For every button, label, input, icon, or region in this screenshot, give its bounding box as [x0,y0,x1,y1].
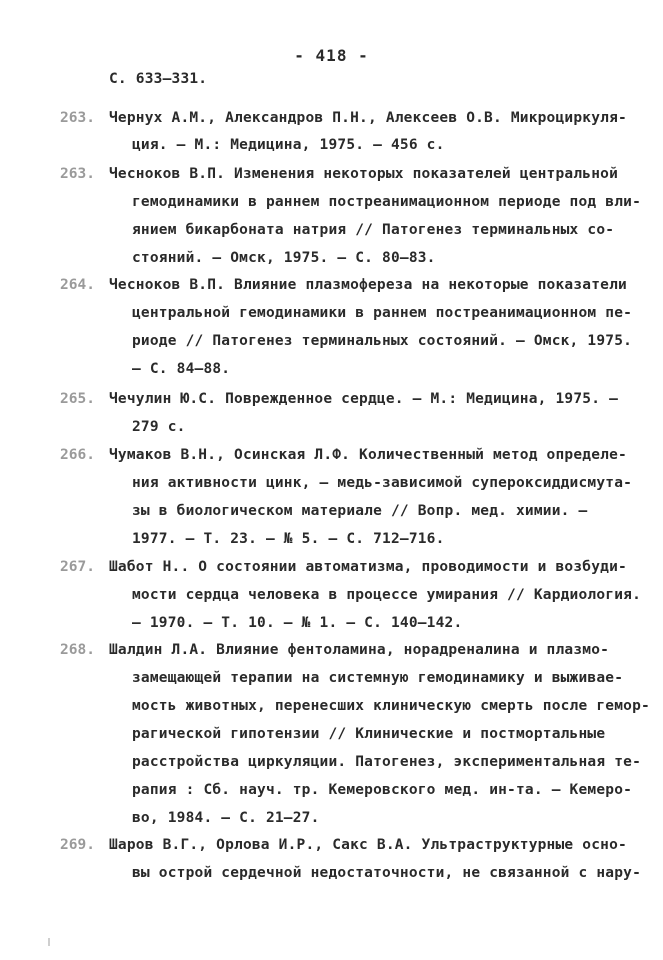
entry-line: С. 633–331. [109,71,208,87]
entry-line: ния активности цинк, – медь-зависимой супероксиддисмута- [132,475,633,491]
entry-line: – С. 84–88. [132,361,231,377]
entry-number: 264. [60,277,95,293]
entry-line: мости сердца человека в процессе умирания // Кардиология. [132,587,641,603]
entry-line: расстройства циркуляции. Патогенез, экспериментальная те- [132,754,641,770]
entry-line: стояний. – Омск, 1975. – С. 80–83. [132,250,436,266]
entry-number: 269. [60,837,95,853]
entry-line: гемодинамики в раннем постреанимационном периоде под вли- [132,194,641,210]
entry-line: 1977. – Т. 23. – № 5. – С. 712–716. [132,531,445,547]
entry-line: рапия : Сб. науч. тр. Кемеровского мед. ин-та. – Кемеро- [132,782,633,798]
entry-line: Чесноков В.П. Изменения некоторых показателей центральной [109,166,618,182]
entry-line: центральной гемодинамики в раннем постреанимационном пе- [132,305,633,321]
page-number: - 418 - [294,46,369,65]
entry-line: зы в биологическом материале // Вопр. мед. химии. – [132,503,588,519]
entry-line: Шаров В.Г., Орлова И.Р., Сакс В.А. Ультраструктурные осно- [109,837,627,853]
entry-number: 267. [60,559,95,575]
entry-number: 263. [60,166,95,182]
entry-line: во, 1984. – С. 21–27. [132,810,320,826]
entry-line: вы острой сердечной недостаточности, не связанной с нару- [132,865,641,881]
entry-number: 266. [60,447,95,463]
scan-mark [48,938,50,946]
entry-number: 268. [60,642,95,658]
entry-line: Чечулин Ю.С. Поврежденное сердце. – М.: Медицина, 1975. – [109,391,618,407]
entry-line: 279 с. [132,419,186,435]
entry-line: Чесноков В.П. Влияние плазмофереза на некоторые показатели [109,277,627,293]
entry-line: Чумаков В.Н., Осинская Л.Ф. Количественный метод определе- [109,447,627,463]
entry-number: 265. [60,391,95,407]
entry-line: риоде // Патогенез терминальных состояний. – Омск, 1975. [132,333,633,349]
entry-line: мость животных, перенесших клиническую смерть после гемор- [132,698,650,714]
entry-number: 263. [60,110,95,126]
entry-line: – 1970. – Т. 10. – № 1. – С. 140–142. [132,615,463,631]
entry-line: янием бикарбоната натрия // Патогенез терминальных со- [132,222,615,238]
entry-line: Шалдин Л.А. Влияние фентоламина, норадреналина и плазмо- [109,642,610,658]
entry-line: ция. – М.: Медицина, 1975. – 456 с. [132,137,445,153]
entry-line: рагической гипотензии // Клинические и постмортальные [132,726,606,742]
entry-line: Шабот Н.. О состоянии автоматизма, проводимости и возбуди- [109,559,627,575]
entry-line: замещающей терапии на системную гемодинамику и выживае- [132,670,624,686]
entry-line: Чернух А.М., Александров П.Н., Алексеев О.В. Микроциркуля- [109,110,627,126]
